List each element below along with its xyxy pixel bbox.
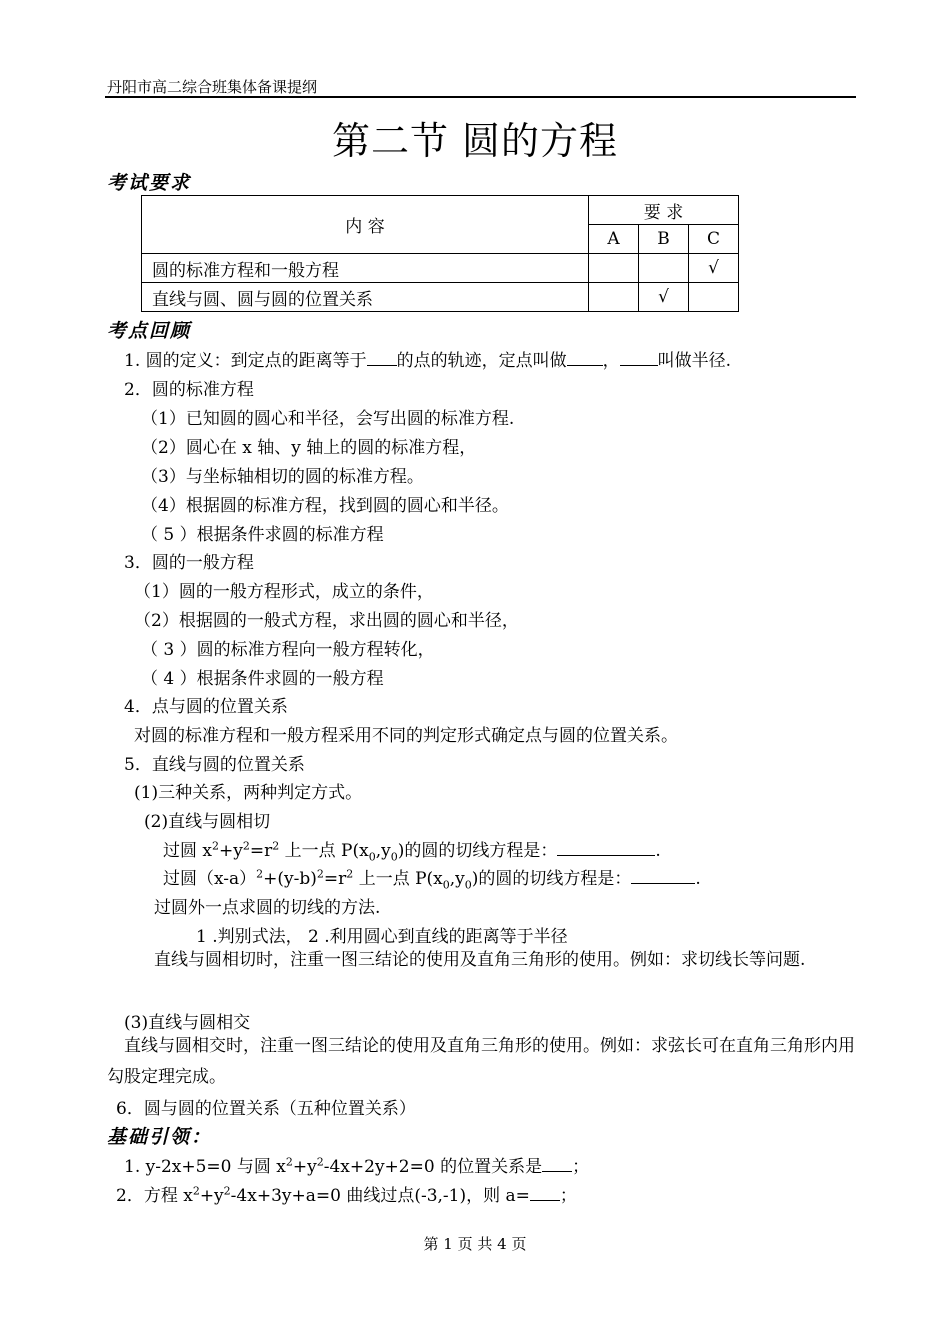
page-footer: 第 1 页 共 4 页 [423, 1235, 527, 1253]
answer-blank [367, 349, 397, 366]
answer-blank [631, 867, 695, 884]
table-row [142, 283, 739, 312]
text: 的点的轨迹，定点叫做 [396, 351, 567, 371]
row-level-b: √ [639, 283, 689, 312]
tangent-formula-1: 过圆 $x^2+y^2=r^2$ 上一点 $P(x_0,y_0)$的圆的切线方程是： . [163, 839, 661, 864]
content-header: 内 容 [142, 196, 589, 254]
row-level-c: √ [689, 254, 739, 283]
item-5-5: 直线与圆相切时，注重一图三结论的使用及直角三角形的使用。例如：求切线长等问题. [154, 950, 806, 970]
item-2-3: （3）与坐标轴相切的圆的标准方程。 [141, 467, 424, 487]
item-3-4: （ 4 ）根据条件求圆的一般方程 [141, 669, 384, 689]
level-b-header: B [639, 225, 689, 254]
item-3-3: （ 3 ）圆的标准方程向一般方程转化， [141, 640, 435, 660]
section-exam-requirements: 考试要求 [107, 172, 192, 194]
answer-blank [542, 1155, 572, 1172]
section-review: 考点回顾 [107, 320, 192, 342]
document-header: 丹阳市高二综合班集体备课提纲 [107, 78, 318, 96]
item-5-7: 直线与圆相交时，注重一图三结论的使用及直角三角形的使用。例如：求弦长可在直角三角形内用勾股定理完成。 [107, 1036, 855, 1087]
item-5: 5．直线与圆的位置关系 [124, 755, 305, 775]
row-content: 圆的标准方程和一般方程 [142, 254, 589, 283]
item-4-1: 对圆的标准方程和一般方程采用不同的判定形式确定点与圆的位置关系。 [134, 726, 678, 746]
item-6: 6．圆与圆的位置关系（五种位置关系） [116, 1099, 416, 1119]
page-title: 第二节 圆的方程 [331, 119, 619, 163]
text: 叫做半径. [657, 351, 732, 371]
row-level-a [589, 254, 639, 283]
level-a-header: A [589, 225, 639, 254]
item-5-1: (1)三种关系，两种判定方式。 [134, 783, 363, 803]
requirements-table [141, 195, 739, 312]
item-3: 3．圆的一般方程 [124, 553, 254, 573]
item-2-4: （4）根据圆的标准方程，找到圆的圆心和半径。 [141, 496, 509, 516]
item-3-2: （2）根据圆的一般式方程，求出圆的圆心和半径， [134, 611, 519, 631]
answer-blank [620, 349, 658, 366]
exercise-2: 2．方程 $x^2+y^2-4x+3y+a=0$ 曲线过点(-3,-1)，则 a= ； [116, 1184, 577, 1206]
exercise-1: 1. y-2x+5=0 与圆 $x^2+y^2-4x+2y+2=0$ 的位置关系是 ； [124, 1155, 590, 1177]
level-c-header: C [689, 225, 739, 254]
answer-blank [567, 349, 603, 366]
row-level-b [639, 254, 689, 283]
item-5-6: (3)直线与圆相交 [124, 1013, 251, 1033]
item-2-1: （1）已知圆的圆心和半径，会写出圆的标准方程. [141, 409, 515, 429]
item-5-3: 过圆外一点求圆的切线的方法. [154, 898, 381, 918]
table-row [142, 254, 739, 283]
section-basics: 基础引领： [107, 1126, 213, 1148]
row-level-a [589, 283, 639, 312]
definition-line [124, 346, 731, 371]
tangent-formula-2: 过圆$(x-a)^2+(y-b)^2=r^2$ 上一点 $P(x_0,y_0)$的圆的切线方程是： . [163, 867, 701, 892]
item-5-4: 1 .判别式法， 2 .利用圆心到直线的距离等于半径 [196, 927, 568, 947]
item-5-2: (2)直线与圆相切 [144, 812, 271, 832]
text: ， [602, 351, 620, 371]
text: 1. 圆的定义：到定点的距离等于 [124, 351, 367, 371]
item-2-5: （ 5 ）根据条件求圆的标准方程 [141, 525, 384, 545]
item-2: 2．圆的标准方程 [124, 380, 254, 400]
header-rule [105, 96, 856, 98]
item-3-1: （1）圆的一般方程形式，成立的条件， [134, 582, 434, 602]
row-content: 直线与圆、圆与圆的位置关系 [142, 283, 589, 312]
answer-blank [557, 839, 655, 856]
requirement-header: 要 求 [589, 196, 739, 225]
row-level-c [689, 283, 739, 312]
answer-blank [530, 1184, 560, 1201]
item-4: 4．点与圆的位置关系 [124, 697, 288, 717]
item-2-2: （2）圆心在 x 轴、y 轴上的圆的标准方程， [141, 438, 477, 458]
